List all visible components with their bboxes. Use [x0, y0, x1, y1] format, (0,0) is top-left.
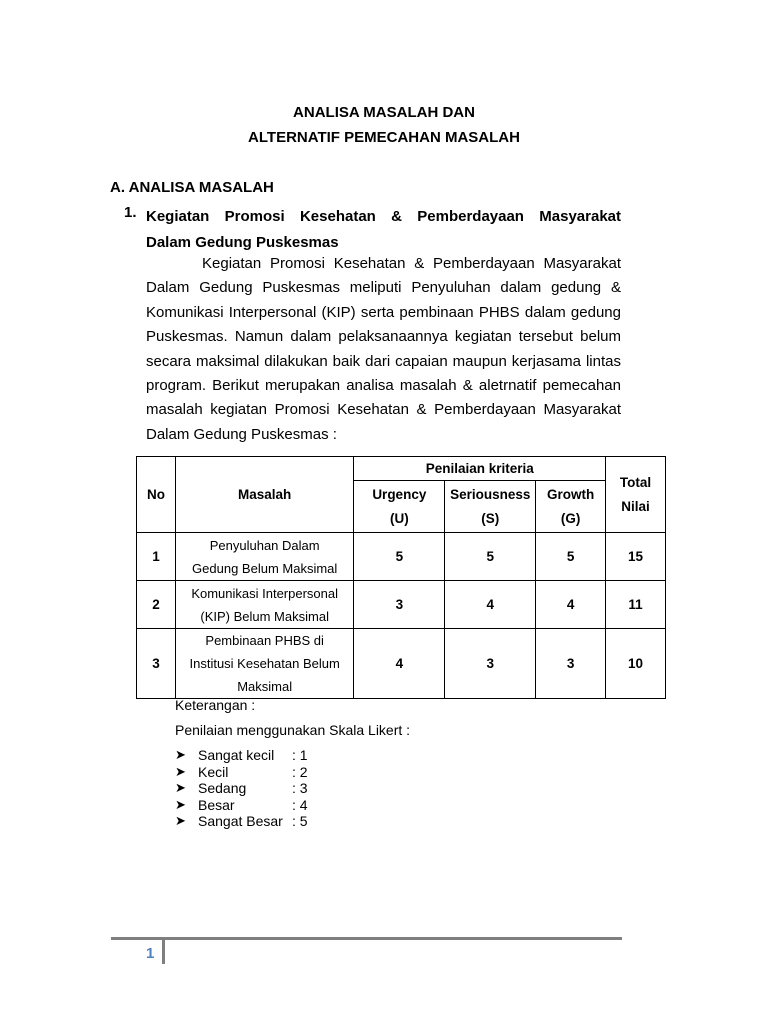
table-header-row	[137, 457, 666, 481]
cell-urgency: 4	[354, 629, 445, 699]
header-growth-line2: (G)	[560, 510, 581, 526]
likert-label: Sangat kecil	[198, 747, 275, 763]
cell-masalah-line1: Penyuluhan Dalam	[209, 537, 320, 553]
header-no: No	[137, 457, 176, 533]
body-paragraph-text: Kegiatan Promosi Kesehatan & Pemberdayaan Masyarakat Dalam Gedung Puskesmas meliputi Penyuluhan dalam gedung & Komunikasi Interpersonal (KIP) serta pembinaan PHBS dalam gedung Puskesmas. Namun dalam pelaksanaannya kegiatan tersebut belum secara maksimal dilakukan baik dari capaian maupun kerjasama lintas program. Berikut merupakan analisa masalah & aletrnatif pemecahan masalah kegiatan Promosi Kesehatan & Pemberdayaan Masyarakat Dalam Gedung Puskesmas :	[146, 255, 621, 443]
arrow-bullet-icon: ➤	[175, 763, 186, 779]
page-number: 1	[146, 945, 155, 962]
section-heading: A. ANALISA MASALAH	[110, 179, 274, 196]
list-item	[175, 780, 308, 797]
footer-vertical-bar	[162, 940, 165, 964]
cell-growth: 5	[536, 533, 606, 581]
cell-masalah-line2: Institusi Kesehatan Belum	[189, 656, 340, 671]
header-total-line1: Total	[619, 474, 652, 490]
document-title-line1: ANALISA MASALAH DAN	[293, 104, 475, 121]
header-urgency	[354, 481, 445, 533]
likert-value: : 1	[292, 747, 308, 763]
cell-masalah	[175, 581, 354, 629]
arrow-bullet-icon: ➤	[175, 780, 186, 795]
header-growth	[536, 481, 606, 533]
cell-total: 11	[606, 581, 666, 629]
subsection-title	[146, 204, 621, 256]
header-urgency-line1: Urgency	[372, 486, 427, 502]
cell-urgency: 3	[354, 581, 445, 629]
cell-masalah-line3: Maksimal	[237, 679, 293, 694]
keterangan-label: Keterangan :	[175, 697, 256, 713]
list-item	[175, 764, 308, 781]
cell-total: 10	[606, 629, 666, 699]
subsection-title-line1: Kegiatan Promosi Kesehatan & Pemberdayaan Masyarakat	[146, 208, 621, 225]
cell-no: 3	[137, 629, 176, 699]
arrow-bullet-icon: ➤	[175, 796, 186, 812]
table-row	[137, 533, 666, 581]
cell-growth: 4	[536, 581, 606, 629]
likert-scale-intro: Penilaian menggunakan Skala Likert :	[175, 722, 411, 738]
cell-masalah	[175, 629, 354, 699]
likert-label: Sangat Besar	[198, 813, 283, 829]
subsection-title-line2: Dalam Gedung Puskesmas	[146, 234, 339, 251]
body-paragraph	[146, 252, 621, 447]
cell-masalah-line2: Gedung Belum Maksimal	[192, 560, 338, 576]
likert-label: Besar	[198, 796, 235, 813]
cell-no: 2	[137, 581, 176, 629]
cell-urgency: 5	[354, 533, 445, 581]
list-item	[175, 797, 308, 814]
arrow-bullet-icon: ➤	[175, 813, 186, 828]
cell-seriousness: 5	[445, 533, 536, 581]
table-row	[137, 629, 666, 699]
header-total-line2: Nilai	[621, 498, 650, 514]
header-growth-line1: Growth	[547, 486, 595, 502]
header-seriousness-line2: (S)	[481, 510, 500, 526]
table-row	[137, 581, 666, 629]
header-urgency-line2: (U)	[389, 510, 409, 526]
cell-masalah-line1: Pembinaan PHBS di	[205, 633, 324, 648]
cell-total: 15	[606, 533, 666, 581]
criteria-table	[136, 456, 666, 699]
list-item	[175, 813, 308, 830]
header-total-nilai	[606, 457, 666, 533]
header-masalah: Masalah	[175, 457, 354, 533]
cell-growth: 3	[536, 629, 606, 699]
likert-label: Kecil	[198, 763, 229, 780]
header-penilaian-kriteria: Penilaian kriteria	[354, 457, 606, 481]
likert-value: : 5	[292, 813, 308, 829]
likert-value: : 2	[292, 763, 308, 780]
cell-masalah	[175, 533, 354, 581]
cell-seriousness: 3	[445, 629, 536, 699]
likert-value: : 3	[292, 780, 308, 796]
cell-seriousness: 4	[445, 581, 536, 629]
likert-scale-list	[175, 747, 308, 830]
footer-divider	[111, 937, 622, 940]
document-title-line2: ALTERNATIF PEMECAHAN MASALAH	[248, 129, 520, 146]
likert-label: Sedang	[198, 780, 247, 796]
likert-value: : 4	[292, 796, 308, 813]
header-seriousness	[445, 481, 536, 533]
arrow-bullet-icon: ➤	[175, 747, 186, 762]
cell-masalah-line2: (KIP) Belum Maksimal	[200, 608, 329, 624]
header-seriousness-line1: Seriousness	[450, 486, 531, 502]
subsection-number: 1.	[124, 204, 137, 221]
list-item	[175, 747, 308, 764]
cell-no: 1	[137, 533, 176, 581]
cell-masalah-line1: Komunikasi Interpersonal	[191, 585, 339, 601]
